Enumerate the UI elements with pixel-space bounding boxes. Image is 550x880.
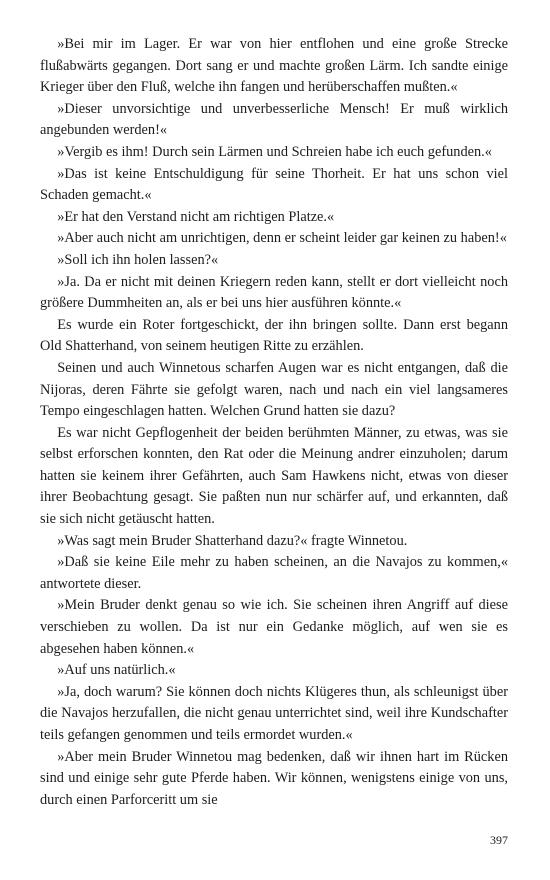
paragraph: »Soll ich ihn holen lassen?« [57, 251, 219, 268]
paragraph: »Das ist keine Entschuldigung für seine Thorheit. Er hat uns schon viel Schaden gemacht.« [40, 165, 508, 204]
paragraph: »Ja, doch warum? Sie können doch nichts Klügeres thun, als schleunigst über die Navajos herzufallen, die nicht genau unterrichtet sind, weil ihre Kundschafter teils gefangen genommen und teils ermordet wurden.« [40, 683, 508, 743]
paragraph: Es wurde ein Roter fortgeschickt, der ihn bringen sollte. Dann erst begann Old Shatterhand, von seinem heutigen Ritte zu erzählen. [40, 316, 508, 355]
paragraph: »Auf uns natürlich.« [57, 662, 176, 679]
paragraph: »Bei mir im Lager. Er war von hier entflohen und eine große Strecke flußabwärts gegangen. Dort sang er und machte großen Lärm. Ich sandte einige Krieger über den Fluß, welche ihn fangen und herüberschaffen mußten.« [40, 36, 508, 96]
paragraph: »Ja. Da er nicht mit deinen Kriegern reden kann, stellt er dort vielleicht noch größere Dummheiten an, als er bei uns hier ausführen könnte.« [40, 273, 508, 312]
paragraph: »Was sagt mein Bruder Shatterhand dazu?« fragte Winnetou. [57, 532, 408, 549]
paragraph: »Mein Bruder denkt genau so wie ich. Sie scheinen ihren Angriff auf diese verschieben zu wollen. Da ist nur ein Gedanke möglich, auf wen sie es abgesehen haben können.« [40, 597, 508, 657]
paragraph: »Aber mein Bruder Winnetou mag bedenken, daß wir ihnen hart im Rücken sind und einige sehr gute Pferde haben. Wir können, wenigstens einige von uns, durch einen Parforceritt um sie [40, 748, 508, 808]
paragraph: »Daß sie keine Eile mehr zu haben scheinen, an die Navajos zu kommen,« antwortete dieser. [40, 554, 508, 592]
paragraph: Es war nicht Gepflogenheit der beiden berühmten Männer, zu etwas, was sie selbst erforschen konnten, den Rat oder die Meinung andrer einzuholen; darum hatten sie keinem ihrer Gefährten, auch Sam Hawkens nicht, etwas von dieser ihrer Beobachtung gesagt. Sie paßten nun nur schärfer auf, und erkannten, daß sie sich nicht getäuscht hatten. [40, 424, 508, 528]
paragraph: »Vergib es ihm! Durch sein Lärmen und Schreien habe ich euch gefunden.« [57, 143, 492, 160]
page-number: 397 [490, 833, 508, 847]
paragraph: »Aber auch nicht am unrichtigen, denn er scheint leider gar keinen zu haben!« [57, 230, 507, 247]
paragraph: »Dieser unvorsichtige und unverbesserliche Mensch! Er muß wirklich angebunden werden!« [40, 100, 508, 139]
paragraph: »Er hat den Verstand nicht am richtigen Platze.« [57, 208, 335, 225]
paragraph: Seinen und auch Winnetous scharfen Augen war es nicht entgangen, daß die Nijoras, deren Fährte sie gefolgt waren, nach und nach ein viel langsameres Tempo eingeschlagen hatten. Welchen Grund hatten sie dazu? [40, 359, 508, 420]
book-page-text [40, 34, 508, 811]
